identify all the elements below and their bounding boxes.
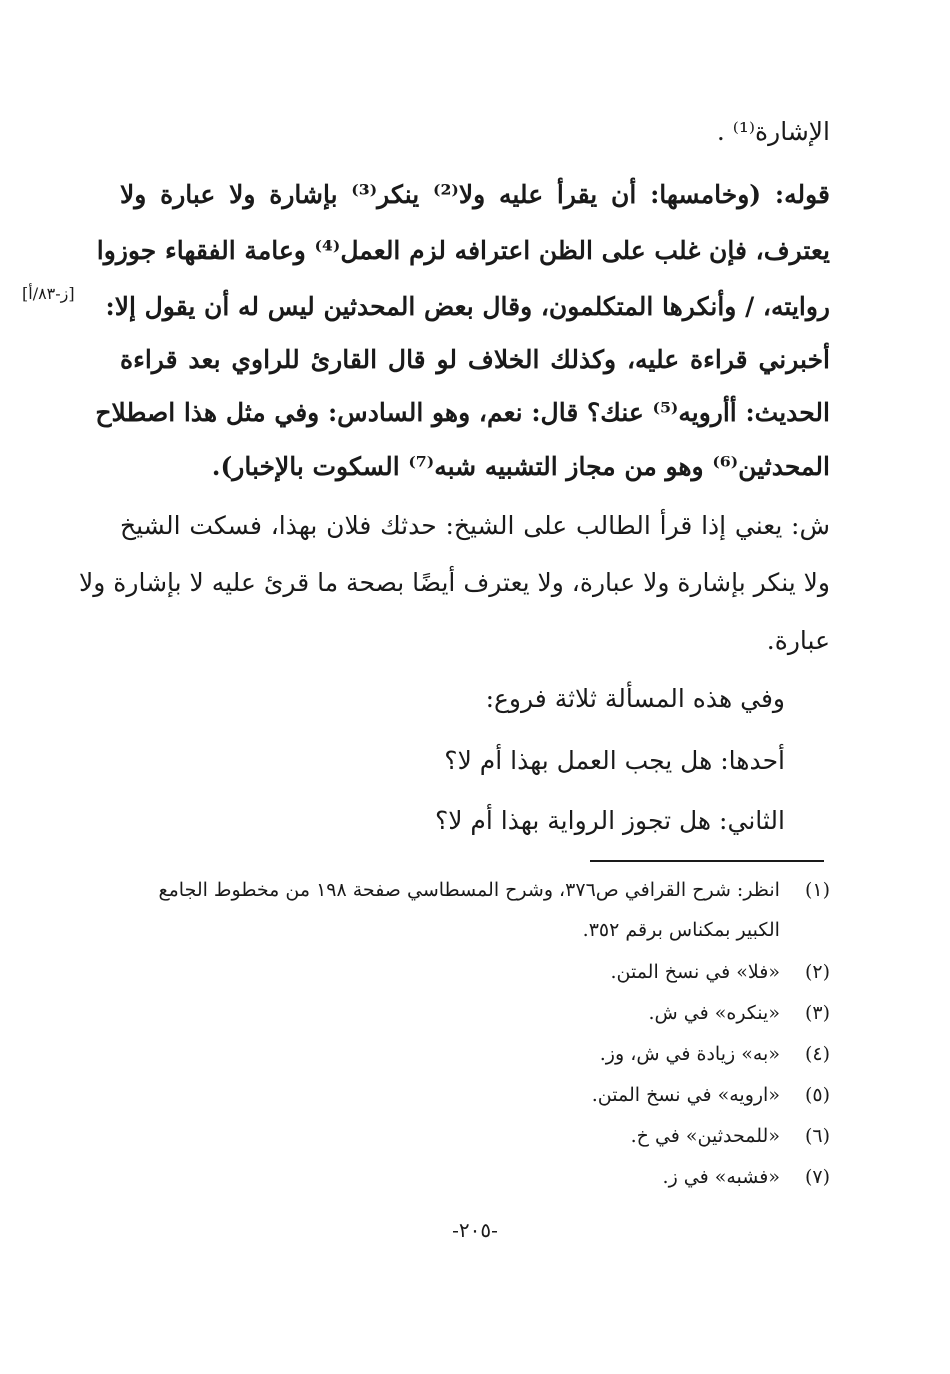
footnote-text: انظر: شرح القرافي ص٣٧٦، وشرح المسطاسي صفحة ١٩٨ من مخطوط الجامع	[158, 879, 780, 901]
footnote-text: «فلا» في نسخ المتن.	[610, 961, 780, 983]
footnote-text: الكبير بمكناس برقم ٣٥٢.	[582, 919, 780, 941]
footnote-text: «ارويه» في نسخ المتن.	[591, 1084, 780, 1106]
footnote-number: (٢)	[804, 961, 830, 983]
footnote-text: «ينكره» في ش.	[648, 1002, 780, 1024]
footnote-text: «للمحدثين» في خ.	[630, 1125, 780, 1147]
footnote-number: (١)	[804, 879, 830, 901]
footnote-number: (٤)	[804, 1043, 830, 1065]
footnote	[120, 998, 830, 1028]
margin-reference: [ز-٨٣/أ]	[22, 284, 75, 303]
footnote	[120, 1039, 830, 1069]
footnote	[120, 875, 830, 905]
text-line: عبارة.	[766, 626, 830, 655]
text-line: أخبرني قراءة عليه، وكذلك الخلاف لو قال القارئ للراوي بعد قراءة	[120, 345, 830, 374]
footnote	[120, 1162, 830, 1192]
text-line: ش: يعني إذا قرأ الطالب على الشيخ: حدثك فلان بهذا، فسكت الشيخ	[120, 511, 830, 540]
text-line: المحدثين⁽⁶⁾ وهو من مجاز التشبيه شبه⁽⁷⁾ السكوت بالإخبار).	[211, 452, 830, 481]
text-line: روايته، / وأنكرها المتكلمون، وقال بعض المحدثين ليس له أن يقول إلا:	[105, 292, 830, 321]
footnote	[120, 957, 830, 987]
footnote-number: (٧)	[804, 1166, 830, 1188]
footnote-number: (٥)	[804, 1084, 830, 1106]
footnote	[120, 1080, 830, 1110]
page-number: -٢٠٥-	[452, 1218, 498, 1242]
text-line: قوله: (وخامسها: أن يقرأ عليه ولا⁽²⁾ ينكر⁽³⁾ بإشارة ولا عبارة ولا	[120, 180, 830, 209]
text-line: الحديث: أأرويه⁽⁵⁾ عنك؟ قال: نعم، وهو السادس: وفي مثل هذا اصطلاح	[95, 398, 830, 427]
footnote-number: (٣)	[804, 1002, 830, 1024]
footnote-separator	[590, 860, 824, 862]
text-line: ولا ينكر بإشارة ولا عبارة، ولا يعترف أيضًا بصحة ما قرئ عليه لا بإشارة ولا	[79, 568, 830, 597]
text-line: الثاني: هل تجوز الرواية بهذا أم لا؟	[434, 806, 785, 835]
text-line: وفي هذه المسألة ثلاثة فروع:	[485, 684, 785, 713]
footnote-text: «به» زيادة في ش، وز.	[599, 1043, 780, 1065]
footnote-text: «فشبه» في ز.	[662, 1166, 780, 1188]
footnote	[120, 1121, 830, 1151]
text-line: يعترف، فإن غلب على الظن اعترافه لزم العمل⁽⁴⁾ وعامة الفقهاء جوزوا	[96, 236, 830, 265]
footnote	[120, 915, 830, 945]
text-line: أحدها: هل يجب العمل بهذا أم لا؟	[444, 746, 785, 775]
text-line: الإشارة⁽¹⁾ .	[716, 117, 830, 146]
footnote-number: (٦)	[804, 1125, 830, 1147]
